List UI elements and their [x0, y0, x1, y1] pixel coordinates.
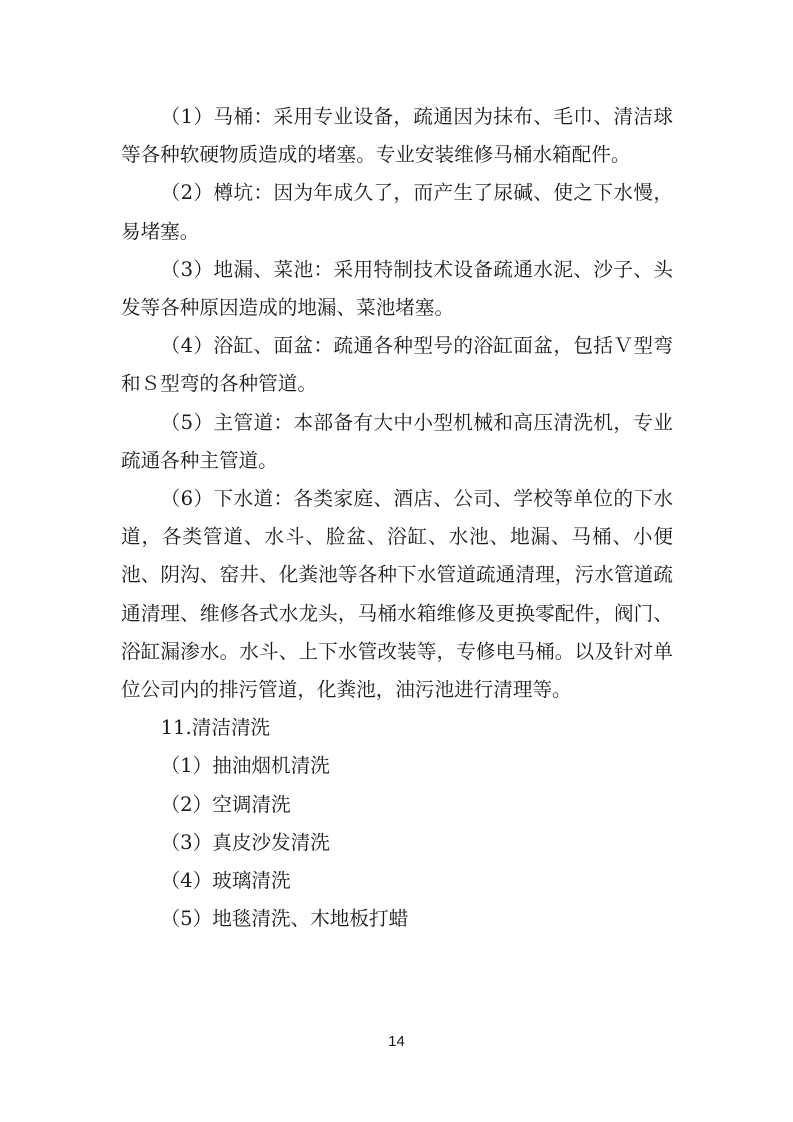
paragraph-bathtub-basin: （4）浴缸、面盆：疏通各种型号的浴缸面盆，包括Ｖ型弯和Ｓ型弯的各种管道。	[121, 334, 673, 396]
paragraph-floor-drain: （3）地漏、菜池：采用特制技术设备疏通水泥、沙子、头发等各种原因造成的地漏、菜池堵塞。	[121, 257, 673, 320]
page-number: 14	[388, 1033, 405, 1050]
list-item-air-conditioner: （2）空调清洗	[160, 792, 291, 816]
list-item-carpet-floor: （5）地毯清洗、木地板打蜡	[160, 907, 409, 931]
list-item-leather-sofa: （3）真皮沙发清洗	[160, 830, 330, 854]
paragraph-toilet: （1）马桶：采用专业设备，疏通因为抹布、毛巾、清洁球等各种软硬物质造成的堵塞。专业安装维修马桶水箱配件。	[121, 105, 673, 167]
paragraph-squat-pit: （2）樽坑：因为年成久了，而产生了尿碱、使之下水慢，易堵塞。	[121, 181, 673, 243]
body-text	[121, 98, 673, 938]
list-item-glass: （4）玻璃清洗	[160, 869, 291, 893]
section-heading-cleaning: 11.清洁清洗	[160, 716, 271, 740]
paragraph-sewer: （6）下水道：各类家庭、酒店、公司、学校等单位的下水道，各类管道、水斗、脸盆、浴缸、水池、地漏、马桶、小便池、阴沟、窑井、化粪池等各种下水管道疏通清理，污水管道疏通清理、维修各式水龙头，马桶水箱维修及更换零配件，阀门、浴缸漏渗水。水斗、上下水管改装等，专修电马桶。以及针对单位公司内的排污管道，化粪池，油污池进行清理等。	[121, 487, 673, 702]
paragraph-main-pipe: （5）主管道：本部备有大中小型机械和高压清洗机，专业疏通各种主管道。	[121, 410, 673, 472]
list-item-range-hood: （1）抽油烟机清洗	[160, 754, 330, 778]
